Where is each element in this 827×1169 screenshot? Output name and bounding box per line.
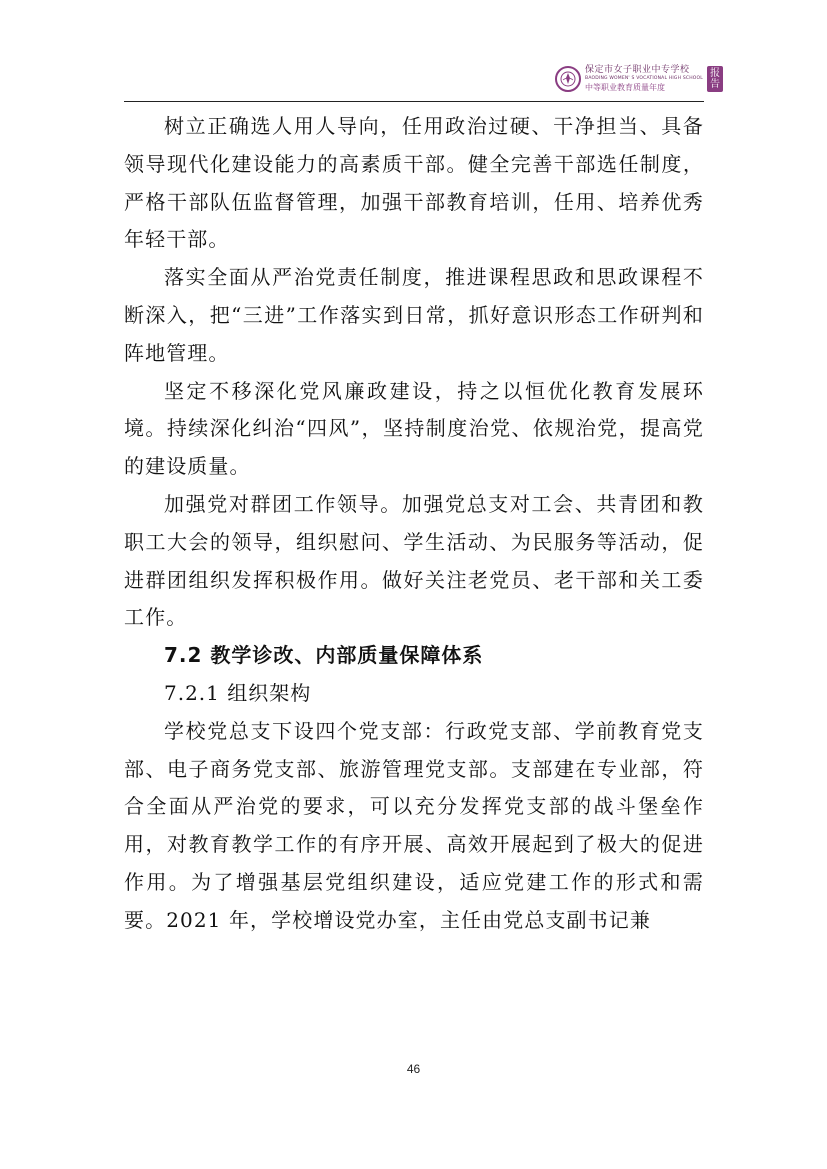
body-paragraph-3: 坚定不移深化党风廉政建设，持之以恒优化教育发展环境。持续深化纠治“四风”，坚持制度治党、依规治党，提高党的建设质量。: [124, 378, 704, 479]
body-paragraph-4: 加强党对群团工作领导。加强党总支对工会、共青团和教职工大会的领导，组织慰问、学生活动、为民服务等活动，促进群团组织发挥积极作用。做好关注老党员、老干部和关工委工作。: [124, 491, 704, 630]
body-paragraph-1: 树立正确选人用人导向，任用政治过硬、干净担当、具备领导现代化建设能力的高素质干部。健全完善干部选任制度，严格干部队伍监督管理，加强干部教育培训，任用、培养优秀年轻干部。: [124, 114, 704, 252]
page-body: [124, 108, 704, 940]
school-logo: [555, 66, 723, 92]
body-paragraph-5: 学校党总支下设四个党支部：行政党支部、学前教育党支部、电子商务党支部、旅游管理党支部。支部建在专业部，符合全面从严治党的要求，可以充分发挥党支部的战斗堡垒作用，对教育教学工作的有序开展、高效开展起到了极大的促进作用。为了增强基层党组织建设，适应党建工作的形式和需要。2021 年，学校增设党办室，主任由党总支副书记兼: [124, 718, 704, 932]
subsection-heading: 7.2.1 组织架构: [164, 680, 312, 705]
school-name: 保定市女子职业中专学校: [585, 65, 690, 76]
report-title: 中等职业教育质量年度: [585, 82, 666, 92]
header-divider: [124, 101, 704, 102]
logo-text: [585, 66, 703, 92]
school-emblem-icon: [555, 66, 581, 92]
page-number: 46: [406, 1062, 421, 1076]
school-name-en: BAODING WOMEN' S VOCATIONAL HIGH SCHOOL: [585, 76, 703, 82]
report-badge: 报告: [707, 66, 723, 92]
body-paragraph-2: 落实全面从严治党责任制度，推进课程思政和思政课程不断深入，把“三进”工作落实到日常，抓好意识形态工作研判和阵地管理。: [124, 265, 704, 365]
section-heading: 7.2 教学诊改、内部质量保障体系: [164, 643, 484, 668]
